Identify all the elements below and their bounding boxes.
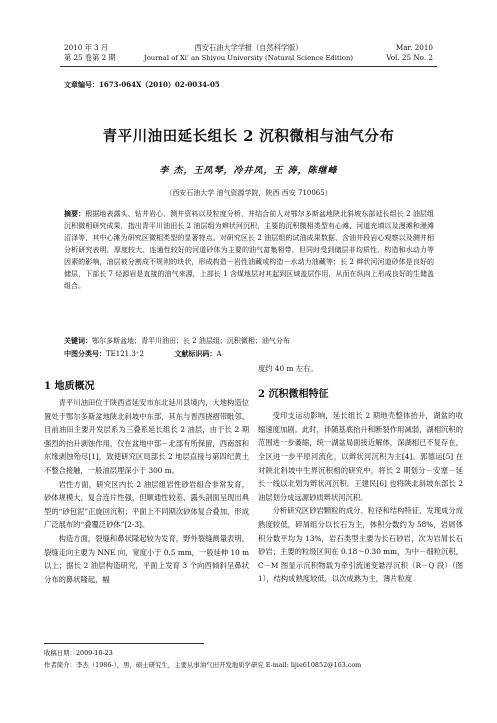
section-2-heading: 2 沉积微相特征: [258, 388, 329, 400]
header-rule: [60, 66, 437, 67]
header-date-left: 2010 年 3 月: [64, 43, 109, 52]
keywords-label: 关键词：: [64, 336, 92, 345]
section-2-paragraph-2: 分析研究区砂岩颗粒的成分、粒径和结构特征，发现成分成熟度较低，碎屑组分以长石为主，体积分数约为 58%，岩屑体积分数平均为 13%，岩石类型主要为长石砂岩，次为岩屑长石砂岩；主要的粒级区间在 0.18～0.30 mm，为中－细粒沉积，C－M 图显示沉积物载为牵引流递变悬浮沉积（R－Q 段）（图 1），结构成熟度较低，以次成熟为主，薄片粒度: [258, 506, 463, 584]
section-1-paragraph-3: 构造方面，裂缝和鼻状隆起较为发育，野外裂缝测量表明，裂缝走向主要为 NNE 向，宽度小于 0.5 mm，一般延伸 10 m 以上；据长 2 油层构造研究，平面上发育 3 个向西倾斜呈鼻状分布的鼻状隆起，幅: [44, 533, 250, 584]
keywords: [64, 336, 434, 346]
right-column: [258, 362, 463, 586]
author-bio: 作者简介：李杰（1986-），男，硕士研究生，主要从事油气田开发地质学研究 E-mail: lijie610852@163.com: [44, 661, 362, 669]
section-1-paragraph-2: 岩性方面，研究区内长 2 油层组岩性砂岩组合非常发育，砂体规模大，复合连片性强，但顺通性较差，露头剖面呈现出典型的“砂包泥”正旋回沉积；平面上不同期次砂体复合叠加，形成广泛展布的“叠覆泛砂体”[2-3]。: [44, 479, 249, 530]
article-code: 文章编号：1673-064X（2010）02-0034-05: [64, 80, 220, 89]
clc-text: TE121.3⁺2: [106, 350, 144, 358]
received-date: 收稿日期：2009-10-23: [44, 649, 113, 657]
doc-code-text: A: [216, 350, 222, 358]
footnote-rule: [44, 643, 204, 644]
section-1-paragraph-1: 青平川油田位于陕西省延安市东北延川县境内，大地构造位置处于鄂尔多斯盆地陕北斜坡中东部，其东与晋西挠褶带毗邻。目前油田主要开发层系为三叠系延长组长 2 油层，由于长 2 期强烈的抬升剥蚀作用，仅在盆地中部－北部有所保留，西南部和东缘剥蚀殆尽[1]，致使研究区局部长 2 地层直接与第四纪黄土不整合接触，一般油层埋深小于 300 m。: [44, 398, 249, 475]
header-journal-en: Journal of Xi' an Shiyou University (Natural Science Edition): [143, 54, 353, 62]
doc-code-label: 文献标识码：: [174, 349, 217, 358]
authors: 李 杰，王凤琴，冷井凤，王 涛，陈继峰: [159, 166, 338, 176]
continued-text: 度约 40 m 左右。: [258, 364, 318, 373]
paper-title: 青平川油田延长组长 2 沉积微相与油气分布: [102, 128, 395, 145]
section-2-paragraph-1: 受印支运动影响，延长组长 2 期地壳整体抬升，湖盆的收缩速度加剧。此时，伴随基底抬升和断裂作用减弱，湖相沉积的范围进一步萎缩，统一湖盆局面接近解体，深湖相已不复存在，全区进一步平原河流化，以辫状河沉积为主[4]。郭德运[5] 在对陕北斜坡中生界沉积相的研究中，将长 2 期划分－安塞－延长一线以北划为辫状河沉积。王建民[6] 也将陕北斜坡东部长 2 油层划分成远源砂质辫状河沉积。: [258, 411, 463, 502]
clc-label: 中图分类号：: [64, 349, 106, 358]
affiliation: （西安石油大学 油气资源学院，陕西 西安 710065）: [165, 189, 332, 197]
header-journal-cn: 西安石油大学学报（自然科学版）: [194, 43, 303, 52]
header-issue-right: Vol. 25 No. 2: [386, 53, 433, 62]
keywords-text: 鄂尔多斯盆地；青平川油田；长 2 油层组；沉积微相；油气分布: [92, 337, 290, 345]
abstract-label: 摘要：: [64, 209, 86, 218]
abstract-text: 根据地表露头、钻井岩心、测井资料以及粒度分析，并结合前人对鄂尔多斯盆地陕北斜坡东部延长组长 2 油层组沉积微相研究成果，指出青平川油田长 2 油层组为辫状河沉积，主要的沉积微相类型有心滩、河道充填以及漫滩和漫滩沼泽等，其中心滩为研究区微相类型的显著特点。对研究区长 2 油层组的试油成果数据、含油井段岩心观察以及测井相分析研究表明，厚度较大、连通性较好的河道砂体为主要的油气富集相带，但同时受到储层非均质性、构造和水动力等因素的影响，油层被分割成不规则的块状，形成构造－岩性油藏或构造－水动力油藏等；长 2 辫状河河道砂体是良好的储层，下部长 7 烃源岩是直接的油气来源，上部长 1 含煤地层对其起到区域盖层作用，从而在纵向上形成良好的生储盖组合。: [64, 210, 435, 290]
abstract: [64, 208, 434, 292]
header-date-right: Mar. 2010: [395, 43, 433, 52]
header-issue-left: 第 25 卷第 2 期: [64, 53, 116, 62]
section-1-heading: 1 地质概况: [44, 381, 95, 392]
left-column: [44, 396, 249, 586]
classification: [64, 349, 434, 359]
